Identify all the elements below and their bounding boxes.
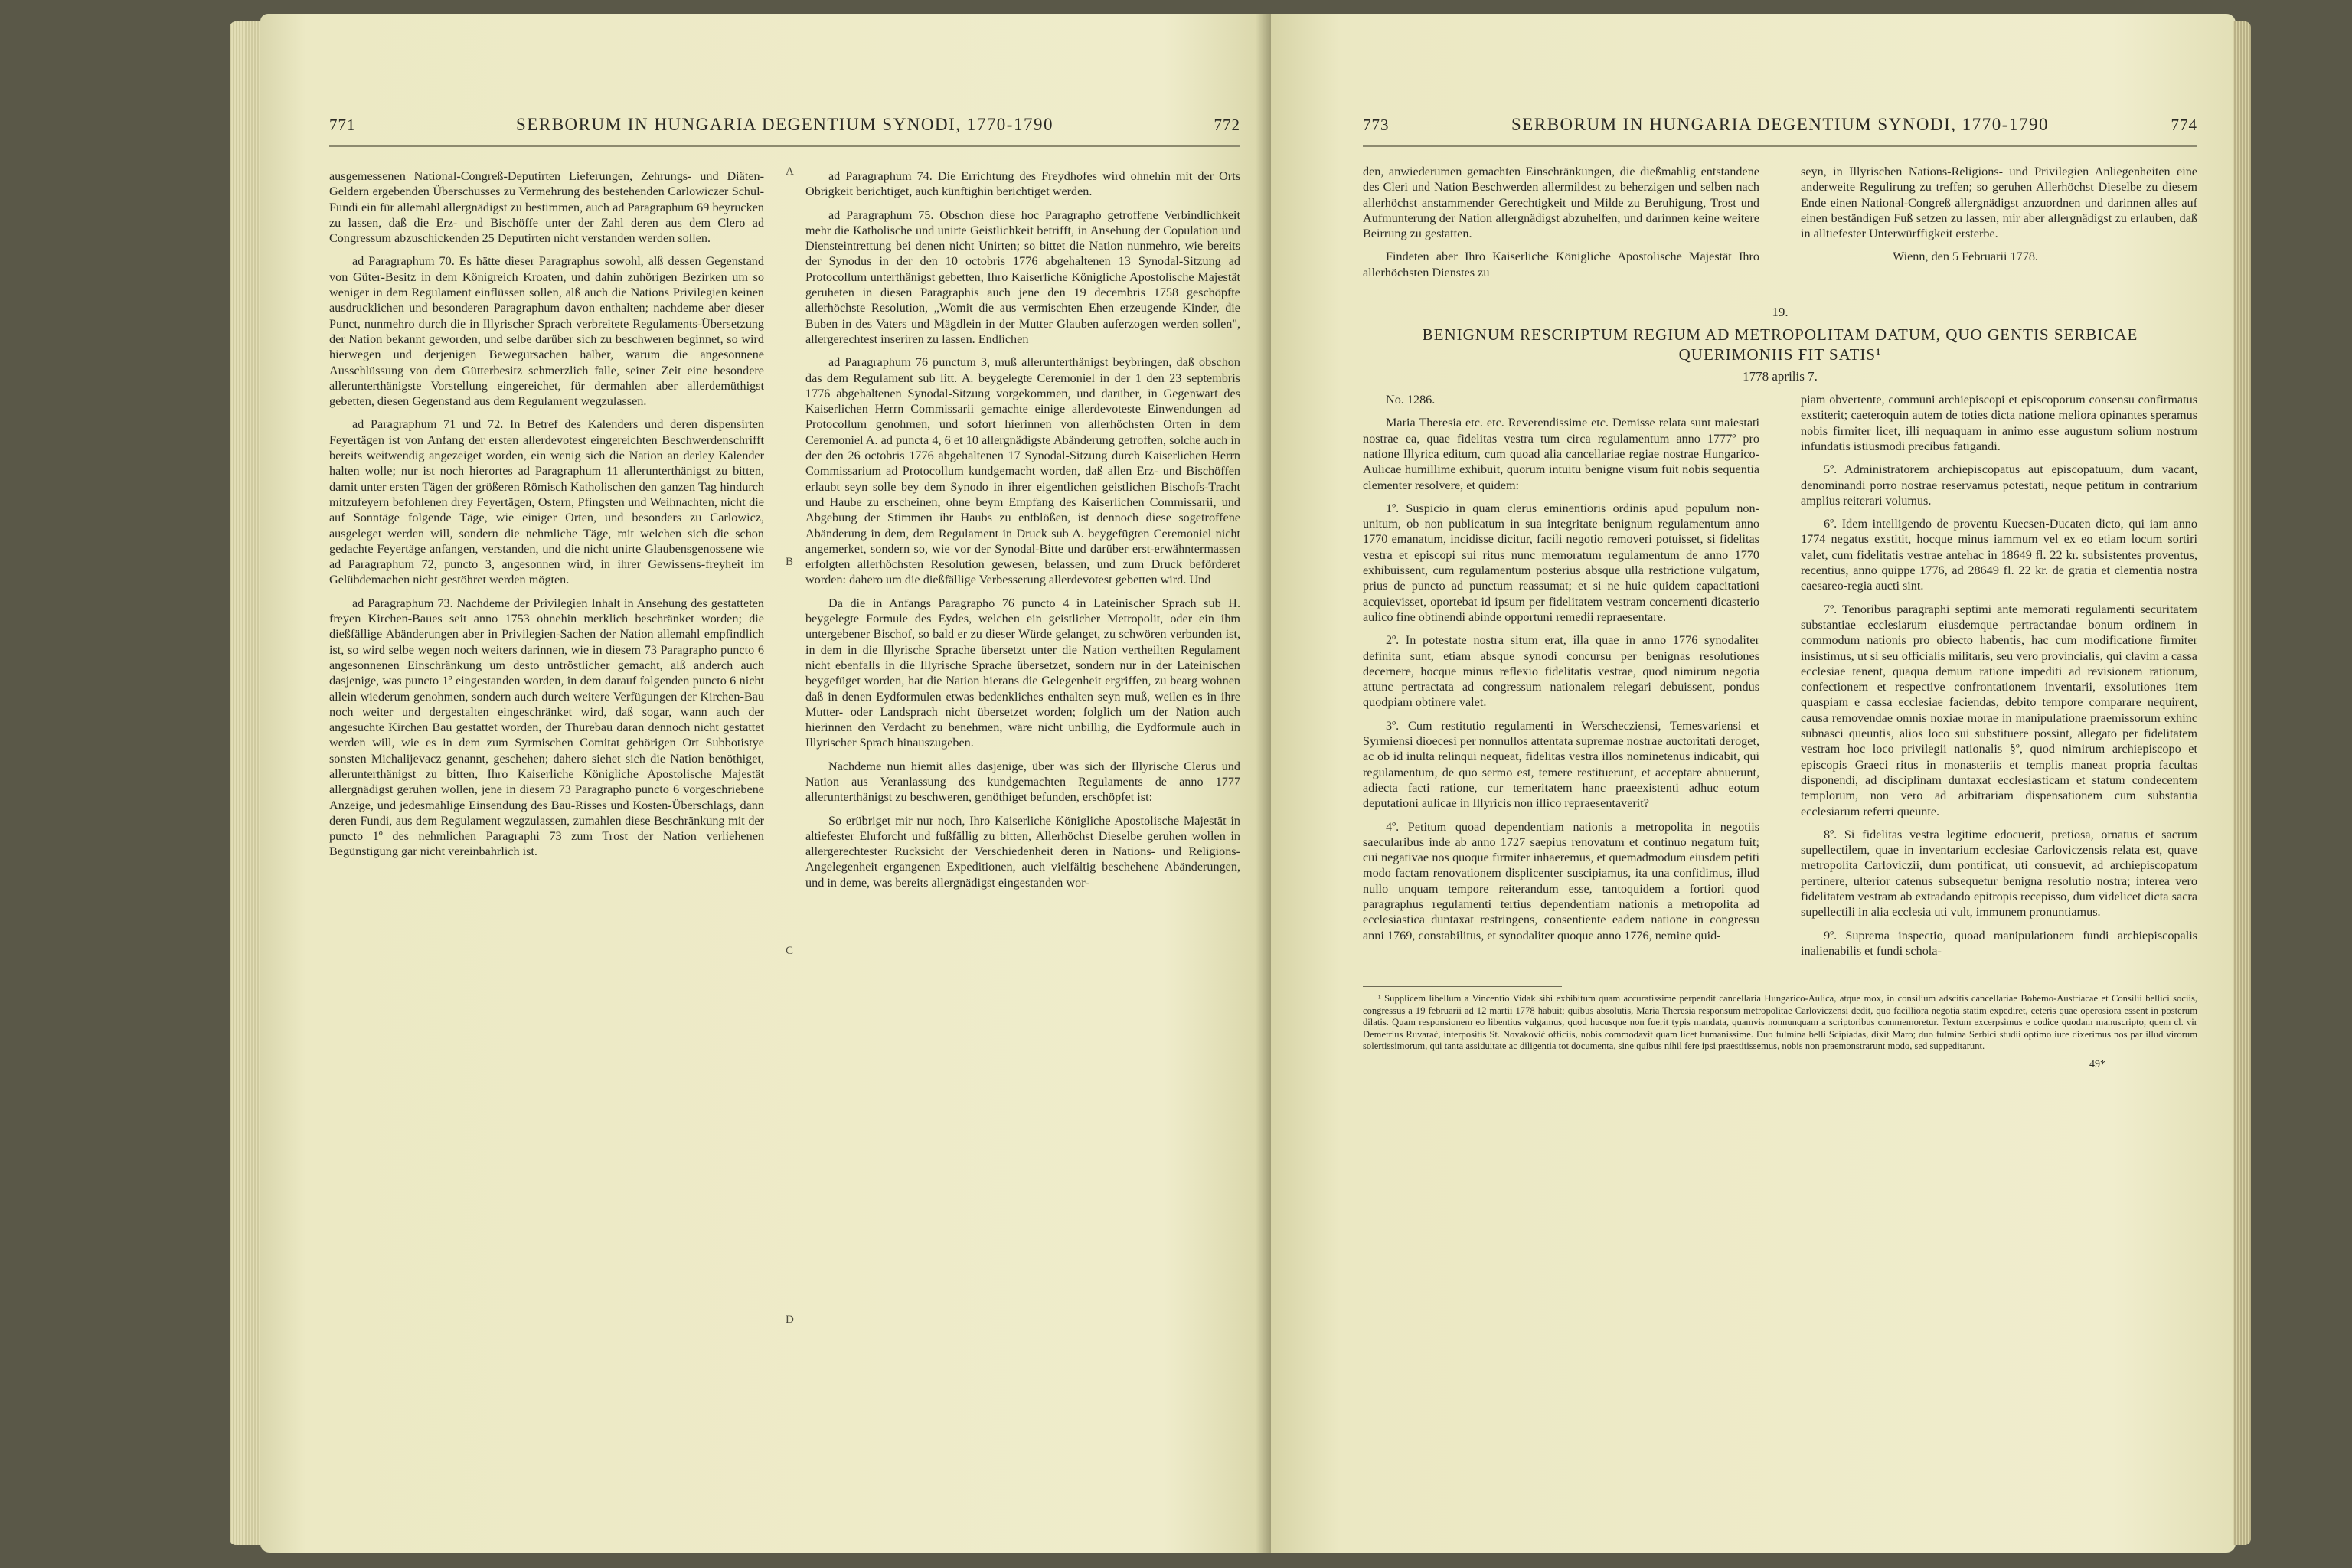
paragraph: ad Paragraphum 73. Nachdeme der Privilegien Inhalt in Ansehung des gestatteten freyen Kirchen-Baues seit anno 1753 ohnehin merklich beschränket worden; die dießfällige Abänderungen aber in Privilegien-Sachen der Nation allemahl empfindlich ist, so wird selbe wegen noch weiters darinnen, wie in diesem 73 Paragrapho puncto 6 angesonnenen Einschränkung um desto untröstlicher gemacht, alß anderch auch dasjenige, was puncto 1º eingestanden worden, in dem darauf folgenden puncto 6 nicht allein wiederum genohmen, sondern auch durch weitere Verfügungen der Kirchen-Bau noch weiter und dergestalten eingeschränket wird, daß sogar, wann auch der angesuchte Kirchen Bau gestattet worden, der Thurebau daran dennoch nicht gestattet werden will, wie es in dem zum Syrmischen Comitat gehörigen Ort Subbotistye sonsten Michalijevacz genannt, geschehen; dahero siehet sich die Nation benöthiget, allerunterthänigst zu bitten, Ihro Kaiserliche Königliche Apostolische Majestät allergnädigst geruhen wollen, jene in diesem 73 Paragrapho puncto 6 vorgeschriebene Anzeige, und jedesmahlige Einsendung des Bau-Risses und Kosten-Überschlags, dann deren Fundi, aus dem Regulament wegzulassen, zumahlen diese Beschränkung mit der puncto 1º des nehmlichen Paragraphi 73 zum Trost der Nation verliehenen Begünstigung gar nicht vereinbahrlich ist.	[329, 596, 764, 859]
page-number-772: 772	[1214, 116, 1240, 134]
paragraph: Nachdeme nun hiemit alles dasjenige, über was sich der Illyrische Clerus und Nation aus Veranlassung des kundgemachten Regulaments de anno 1777 allerunterthänigst zu beschweren, genöthiget befunden, erschöpfet ist:	[805, 759, 1240, 805]
paragraph: ad Paragraphum 75. Obschon diese hoc Paragrapho getroffene Verbindlichkeit mehr die Katholische und unirte Geistlichkeit betrifft, in Ansehung der Copulation und Diensteintrettung bei denen nicht Unirten; so bittet die Nation nunmehro, wie bereits der Synodus in der den 10 octobris 1776 abgehaltenen 13 Synodal-Sitzung ad Protocollum unterthänigst gebetten, Ihro Kaiserliche Königliche Apostolische Majestät geruheten in diesen Paragraphis auch jene den 19 decembris 1758 geschöpfte allerhöchste Resolution, „Womit die aus vermischten Ehen erzeugende Kinder, die Buben in des Vaters und Mägdlein in der Mutter Glauben auferzogen werden sollen", allergerechtest inseriren zu lassen. Endlichen	[805, 207, 1240, 346]
paragraph: ad Paragraphum 70. Es hätte dieser Paragraphus sowohl, alß dessen Gegenstand von Güter-Besitz in dem Königreich Kroaten, und dahin zuhörigen Bezirken um so weniger in dem Regulament einflüssen sollen, alß auch die Nations Privilegien keinen ausdrucklichen und besonderen Paragraphum davon enthalten; nachdeme aber dieser Punct, nunmehro durch die in Illyrischer Sprach verbreitete Regulaments-Übersetzung der Nation bekannt geworden, und selbe darüber sich zu beschweren beginnet, so wird hierwegen und derjenigen Bewegursachen halber, warum die angesonnene Ausschlüssung von dem Gütterbesitz schmerzlich falle, seiner Zeit eine besondere allerunterthänigste Vorstellung eingereichet, für dermahlen aber allerdemüthigst gebetten, diesen Gegenstand aus dem Regulament wegzulassen.	[329, 254, 764, 409]
paragraph: den, anwiederumen gemachten Einschränkungen, die dießmahlig entstandene des Cleri und Nation Beschwerden allermildest zu beherzigen und selben nach allerhöchst anstammender Gerechtigkeit und Milde zu Beruhigung, Trost und Aufmunterung der Nation allergnädigst abzuhelfen, und darinnen keine weitere Beirrung zu gestatten.	[1363, 165, 1759, 241]
margin-letter-d: D	[786, 1314, 794, 1326]
paragraph: 7º. Tenoribus paragraphi septimi ante memorati regulamenti securitatem substantiae ecclesiarum eiusdemque pertractandae bonum ordinem in commodum nationis pro obiecto habentis, hac cum modificatione firmiter insistimus, ut si seu officialis militaris, seu vero provincialis, qui clavim a cassa ecclesiae tenent, quaqua demum ratione impediti ad revisionem rationum, confectionem et respective confrontationem inventarii, exsolutiones item quaspiam e cassa ecclesiae faciendas, debito tempore comparare nequirent, causa removendae omnis noxiae morae in manipulatione praemissorum exhinc subnasci queuntis, alios loco sui substituere possint, allegato per fidelitatem vestram hoc loco privilegii nationalis §º, quod nimirum archiepiscopo et episcopis Graeci ritus in monasteriis et templis maneat propria facultas disponendi, ad disciplinam duntaxat ecclesiasticam et statum condecentem templorum, non vero ad arbitrariam dispensationem cum substantia ecclesiarum referri queunte.	[1801, 602, 2197, 818]
footnotes	[1363, 993, 2197, 1053]
document-title: BENIGNUM RESCRIPTUM REGIUM AD METROPOLITAM DATUM, QUO GENTIS SERBICAE QUERIMONIIS FIT SATIS¹	[1422, 325, 2138, 364]
running-head-left	[329, 84, 1240, 147]
paragraph: So erübriget mir nur noch, Ihro Kaiserliche Königliche Apostolische Majestät in altiefester Ehrforcht und fußfällig zu bitten, Allerhöchst Dieselbe geruhen wollen in allergerechtester Rucksicht der Verschiedenheit deren in Nations- und Religions-Angelegenheit ergangenen Expeditionen, auch vielfältig beschehene Abänderungen, und in deme, was bereits allergnädigst eingestanden wor-	[805, 813, 1240, 890]
left-page	[260, 14, 1271, 1553]
paragraph: 1º. Suspicio in quam clerus eminentioris ordinis apud populum non-unitum, ob non publicatum in sua integritate benignum regulamentum anno 1770 emanatum, incidisse dicitur, facili negotio removeri potuisset, si fidelitas vestra et episcopi sui ritus nunc memoratum regulamentum de anno 1770 exhibuissent, cum regulamentum posterius absque ulla restrictione vulgatum, prius de puncto ad punctum reassumat; et si ne huic quidem capacitationi acquievisset, oportebat id ipsum per fidelitatem vestram concernenti dicasterio aulico fine obtinendi abinde opportuni remedii repraesentare.	[1363, 501, 1759, 624]
paragraph: 2º. In potestate nostra situm erat, illa quae in anno 1776 synodaliter definita sunt, etiam absque synodi concursu per benignas resolutiones decernere, hocque minus reflexio fidelitatis vestrae, quod nimirum negotia attunc pertractata ad congressum nationalem relegari debuissent, pondus quodpiam obtinere valet.	[1363, 633, 1759, 710]
document-register-number: No. 1286.	[1386, 393, 1436, 407]
paragraph: 5º. Administratorem archiepiscopatus aut episcopatuum, dum vacant, denominandi porro nostrae reservamus potestati, neque petitum in contrarium amplius reiterari volumus.	[1801, 462, 2197, 508]
column-772	[805, 168, 1240, 898]
margin-letter-b: B	[786, 556, 794, 568]
column-774-top	[1801, 164, 2197, 288]
paragraph: piam obvertente, communi archiepiscopi et episcoporum consensu confirmatus exstiterit; caeteroquin autem de toties dicta natione meliora opinantes speramus nobis firmiter licet, illi nequaquam in animo esse augustum solium nostrum infundatis istiusmodi precibus fatigandi.	[1801, 393, 2197, 453]
paragraph: 6º. Idem intelligendo de proventu Kuecsen-Ducaten dicto, qui iam anno 1774 negatus exstitit, hocque minus iammum vel ex eo etiam locum sortiri valet, cum fidelitatis vestrae antehac in 18649 fl. 22 kr. subsistentes proventus, recentius, anno quippe 1776, ad 28649 fl. 22 kr. de gratia et clementia nostra caesareo-regia aucti sint.	[1801, 517, 2197, 593]
paragraph: 4º. Petitum quoad dependentiam nationis a metropolita in negotiis saecularibus inde ab anno 1727 saepius renovatum et continuo negatum fuit; cui negativae nos quoque firmiter inhaeremus, et quemadmodum eiusdem petiti modo factam renovationem displicenter suscipiamus, ita una confidimus, illud nullo unquam tempore reiterandum esse, tantoquidem a fortiori quod paragraphus regulamenti tertius dependentiam nationis a metropolita ad ecclesiastica duntaxat restringens, consentiente eadem natione in congressu anni 1769, constabilitus, et synodaliter quoque anno 1776, nemine quid-	[1363, 819, 1759, 942]
page-number-773: 773	[1363, 116, 1390, 134]
margin-letter-a: A	[786, 165, 794, 178]
paragraph: seyn, in Illyrischen Nations-Religions- und Privilegien Anliegenheiten eine anderweite Regulirung zu treffen; so geruhen Allerhöchst Dieselbe zu diesem Ende einen National-Congreß allergnädigst anzuordnen und darinnen alles auf einen beständigen Fuß setzen zu lassen, mir aber allergnädigst zu erlauben, daß in alltiefester Unterwürffigkeit ersterbe.	[1801, 165, 2197, 241]
main-two-column-text	[1363, 392, 2197, 966]
paragraph: Maria Theresia etc. etc. Reverendissime etc. Demisse relata sunt maiestati nostrae ea, quae fidelitas vestra tum circa regulamentum anno 1777º pro natione Illyrica editum, cum quoad alia cancellariae regiae nostrae Hungarico-Aulicae humillime exhibuit, quorum intuitu benigne visum fuit nobis sequentia clementer resolvere, et quidem:	[1363, 416, 1759, 492]
two-column-text	[329, 165, 1240, 1326]
printer-signature: 49*	[2089, 1058, 2105, 1070]
page-number-774: 774	[2171, 116, 2197, 134]
running-title: SERBORUM IN HUNGARIA DEGENTIUM SYNODI, 1770-1790	[516, 115, 1054, 134]
date-line: Wienn, den 5 Februarii 1778.	[1893, 250, 2038, 264]
document-date: 1778 aprilis 7.	[1743, 369, 1818, 384]
paragraph: 9º. Suprema inspectio, quoad manipulationem fundi archiepiscopalis inalienabilis et fundi schola-	[1801, 928, 2197, 958]
margin-letter-c: C	[786, 945, 794, 957]
page-edges-left	[230, 21, 263, 1545]
paragraph: Da die in Anfangs Paragrapho 76 puncto 4 in Lateinischer Sprach sub H. beygelegte Formule des Eydes, welchen ein geistlicher Metropolit, oder ein ihm untergebener Bischof, so bald er zu dieser Würde gelanget, zu schwören verbunden ist, in dem in die Illyrische Sprache übersetzt unter die Nation vertheilten Regulament nicht ebenfalls in die Illyrische Sprache übersetzet, sondern nur in der Lateinischen beygefüget worden, hat die Nation hierans die Gelegenheit ergriffen, zu bearg wohnen daß in denen Eydformulen etwas bedenkliches enthalten seyn muß, weilen es in ihre Mutter- oder Landsprach nicht übersetzet worden; folglich um der Nation auch hierinnen den Verdacht zu benehmen, wäre nicht unbillig, die Eydformule auch in Illyrischer Sprach hinauszugeben.	[805, 596, 1240, 750]
column-771	[329, 168, 764, 898]
running-title: SERBORUM IN HUNGARIA DEGENTIUM SYNODI, 1770-1790	[1511, 115, 2049, 134]
column-773	[1363, 392, 1759, 966]
running-head-right	[1363, 84, 2197, 147]
paragraph: 8º. Si fidelitas vestra legitime edocuerit, pretiosa, ornatus et sacrum supellectilem, quae in inventarium ecclesiae Carloviczensis relata est, quave metropolita Carloviczii, dum pontificat, uti consuevit, ad archiepiscopatum pertinere, ulterior catenus subsequetur benigna resolutio nostra; interea vero fidelitatem vestram ab extradando epitropis recepisso, dum videlicet dicta sacra supellectili in alia ecclesia uti vult, immunem pronuntiamus.	[1801, 827, 2197, 920]
footnote-1: ¹ Supplicem libellum a Vincentio Vidak sibi exhibitum quam accuratissime perpendit cancellaria Hungarico-Aulica, atque mox, in consilium adscitis cancellariae Bohemo-Austriacae et Consilii bellici sociis, congressus a 19 februarii ad 12 martii 1778 habuit; quibus absolutis, Maria Theresia responsum metropolitae Carloviczensi dedit, quo facilliora negotia statim expediret, ceteris quae operosiora essent in posterum dilatis. Quam responsionem eo libentius vulgamus, quod hucusque non fuerit typis mandata, quamvis nonnunquam a scriptoribus commemoretur. Textum excerpsimus e codice quodam manuscripto, quem cl. vir Demetrius Ruvarać, interpositis St. Novaković officiis, nobis commodavit quam licet humanissime. Duo fulmina belli Scipiadas, dixit Maro; duo fulmina Serbici studii optimo iure dixerimus nos par illud virorum solertissimorum, qui tanta assiduitate ac diligentia tot documenta, sine quibus nihil fere ipsi praestitissemus, nobis non praemonstrarunt modo, sed suppeditarunt.	[1363, 993, 2197, 1052]
paragraph: ad Paragraphum 71 und 72. In Betref des Kalenders und deren dispensirten Feyertägen ist von Anfang der ersten allerdevotest eingereichten Beschwerdenschrifft bereits weitwendig angezeiget worden, ein wenig sich die Nation an derley Kalender halten wolle; nur ist noch hierortes ad Paragraphum 11 allerunterthänigst zu bitten, damit unter ersten Tägen der größeren Römisch Katholischen den ganzen Tag hindurch mitzufeyern befohlenen drey Feyertägen, Ostern, Pfingsten und Weihnachten, nicht die auf Sonntäge folgende Täge, wie einiger Orten, und besonders zu Carlowicz, ausgeleget werden will, sondern die nehmliche Täge, mit welchen sich die schon gedachte Feyertäge anfangen, verstanden, und die nicht unirte Glaubensgenossene wie ad Paragraphum 72, puncto 3, angesonnen wird, in ihrer Gewissens-freyheit im Gelübdemachen nicht gestöhret werden mögten.	[329, 417, 764, 587]
footnote-rule	[1363, 986, 1562, 987]
right-page	[1271, 14, 2236, 1553]
top-two-column-text	[1363, 164, 2197, 288]
page-edges-right	[2233, 21, 2251, 1545]
open-book	[230, 14, 2251, 1553]
document-number: 19.	[1772, 305, 1788, 320]
paragraph: ad Paragraphum 74. Die Errichtung des Freydhofes wird ohnehin mit der Orts Obrigkeit berichtiget, auch künftighin berichtiget werden.	[805, 169, 1240, 199]
paragraph: ausgemessenen National-Congreß-Deputirten Lieferungen, Zehrungs- und Diäten-Geldern ergebenden Überschusses zu Vermehrung des bestehenden Carlowiczer Schul-Fundi ein für allemahl allergnädigst zu bestimmen, auch ad Paragraphum 69 beyrucken zu lassen, daß die Erz- und Bischöffe unter der Zahl deren aus dem Clero ad Congressum abzuschickenden 25 Deputirten nicht verstanden werden sollen.	[329, 169, 764, 246]
paragraph: 3º. Cum restitutio regulamenti in Werschecziensi, Temesvariensi et Syrmiensi dioecesi per nonnullos attentata supremae nostrae auctoritati deroget, ac ob id inulta relinqui nequeat, fidelitas vestra illos nominetenus indicabit, qui regulamentum, de quo sermo est, temere restituerunt, et acceptare abnuerunt, adiecta facti ratione, cur temeritatem hanc praeexistenti adhuc eotum deputationi aulicae in Illyricis non illico repraesentaverit?	[1363, 718, 1759, 811]
paragraph: ad Paragraphum 76 punctum 3, muß allerunterthänigst beybringen, daß obschon das dem Regulament sub litt. A. beygelegte Ceremoniel in der 1 den 23 septembris 1776 abgehaltenen Synodal-Sitzung vorgekommen, und darüber, in Gegenwart des Kaiserlichen Herrn Commissarii gemachte einige allerdevoteste Einwendungen ad Protocollum genohmen, und sofort hierinnen von allerhöchsten Orten in dem Ceremoniel A. ad puncta 4, 6 et 10 allergnädigste Abänderung getroffen, solche auch in der den 26 octobris 1776 abgehaltenen 17 Synodal-Sitzung durch Kaiserlichen Herrn Commissarium ad Protocollum kundgemacht worden, daß allen Erz- und Bischöffen erlaubt seyn solle bey dem Synodo in ihrer eigentlichen geistlichen Bischofs-Tracht und Haube zu erscheinen, ohne beym Empfang des Kaiserlichen Commissarii, und Abgebung der Stimmen ihr Haubs zu entblößen, ist dennoch diese sogetroffene Abänderung in dem, dem Regulament in Druck sub A. beygefügten Ceremoniel nicht angemerket, sondern so, wie vor der Synodal-Bitte und darüber erst-erwähntermassen erfolgten allerhöchsten Resolution gewesen, belassen, und zum Druck beförderet worden: dahero um die dießfällige Verbesserung allerdevotest gebetten wird. Und	[805, 355, 1240, 587]
column-774	[1801, 392, 2197, 966]
paragraph: Findeten aber Ihro Kaiserliche Königliche Apostolische Majestät Ihro allerhöchsten Dienstes zu	[1363, 250, 1759, 279]
column-773-top	[1363, 164, 1759, 288]
page-number-771: 771	[329, 116, 356, 134]
